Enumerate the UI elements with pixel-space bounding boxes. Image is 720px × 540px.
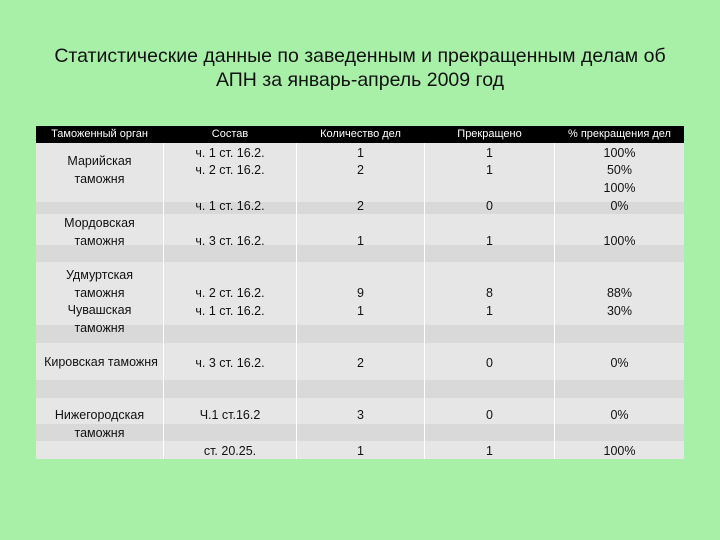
header-prekrascheno: Прекращено <box>457 128 522 140</box>
page-title <box>30 44 690 92</box>
cell-kolichestvo: 1 <box>357 304 364 318</box>
org-mordov-line-2: таможня <box>74 233 125 248</box>
org-udmurt-chuvash <box>36 267 163 337</box>
cell-sostav: ч. 2 ст. 16.2. <box>195 286 265 300</box>
cell-procent: 88% <box>606 286 633 300</box>
cell-prekrascheno: 1 <box>486 234 493 248</box>
org-udmurt-line-2: таможня <box>74 285 125 300</box>
cell-sostav: ч. 1 ст. 16.2. <box>195 304 265 318</box>
title-line-1: Статистические данные по заведенным и прекращенным делам об <box>54 45 666 67</box>
statistics-table <box>36 126 684 459</box>
org-mariy-line-1: Марийская <box>67 154 132 168</box>
cell-sostav: ст. 20.25. <box>203 444 257 458</box>
cell-kolichestvo: 1 <box>357 444 364 458</box>
cell-sostav: ч. 1 ст. 16.2. <box>195 146 265 160</box>
cell-prekrascheno: 1 <box>486 304 493 318</box>
cell-kolichestvo: 1 <box>357 234 364 248</box>
cell-prekrascheno: 0 <box>486 408 493 422</box>
org-mariy <box>36 153 163 188</box>
cell-procent: 50% <box>606 163 633 177</box>
org-nizhegorod-line-2: таможня <box>74 425 125 440</box>
row-band <box>36 380 684 398</box>
cell-procent: 0% <box>610 199 629 213</box>
cell-kolichestvo: 1 <box>357 146 364 160</box>
cell-prekrascheno: 1 <box>486 444 493 458</box>
cell-kolichestvo: 3 <box>357 408 364 422</box>
cell-prekrascheno: 0 <box>486 199 493 213</box>
cell-sostav: ч. 3 ст. 16.2. <box>195 234 265 248</box>
cell-kolichestvo: 2 <box>357 356 364 370</box>
cell-sostav: Ч.1 ст.16.2 <box>199 408 261 422</box>
cell-procent: 100% <box>603 234 636 248</box>
org-udmurt-line-1: Удмуртская <box>65 268 134 282</box>
cell-kolichestvo: 2 <box>357 163 364 177</box>
cell-sostav: ч. 2 ст. 16.2. <box>195 163 265 177</box>
cell-sostav: ч. 1 ст. 16.2. <box>195 199 265 213</box>
org-chuvash-line-1: Чувашская <box>67 303 132 317</box>
cell-kolichestvo: 2 <box>357 199 364 213</box>
cell-procent: 0% <box>610 356 629 370</box>
header-sostav: Состав <box>211 128 249 140</box>
cell-procent: 100% <box>603 181 636 195</box>
cell-procent: 30% <box>606 304 633 318</box>
cell-sostav: ч. 3 ст. 16.2. <box>195 356 265 370</box>
cell-prekrascheno: 0 <box>486 356 493 370</box>
org-nizhegorod <box>36 407 163 442</box>
org-mariy-line-2: таможня <box>74 171 125 186</box>
cell-kolichestvo: 9 <box>357 286 364 300</box>
table-header <box>36 126 684 143</box>
org-nizhegorod-line-1: Нижегородская <box>54 408 145 422</box>
cell-prekrascheno: 1 <box>486 163 493 177</box>
org-mordov-line-1: Мордовская <box>64 216 135 230</box>
header-procent: % прекращения дел <box>568 128 671 140</box>
cell-prekrascheno: 1 <box>486 146 493 160</box>
org-kirov: Кировская таможня <box>44 355 158 369</box>
header-organ: Таможенный орган <box>51 128 148 140</box>
cell-prekrascheno: 8 <box>486 286 493 300</box>
cell-procent: 100% <box>603 444 636 458</box>
org-chuvash-line-2: таможня <box>74 320 125 335</box>
org-mordov <box>36 215 163 250</box>
cell-procent: 100% <box>603 146 636 160</box>
title-line-2: АПН за январь-апрель 2009 год <box>216 69 504 91</box>
cell-procent: 0% <box>610 408 629 422</box>
header-kolichestvo: Количество дел <box>320 128 401 140</box>
